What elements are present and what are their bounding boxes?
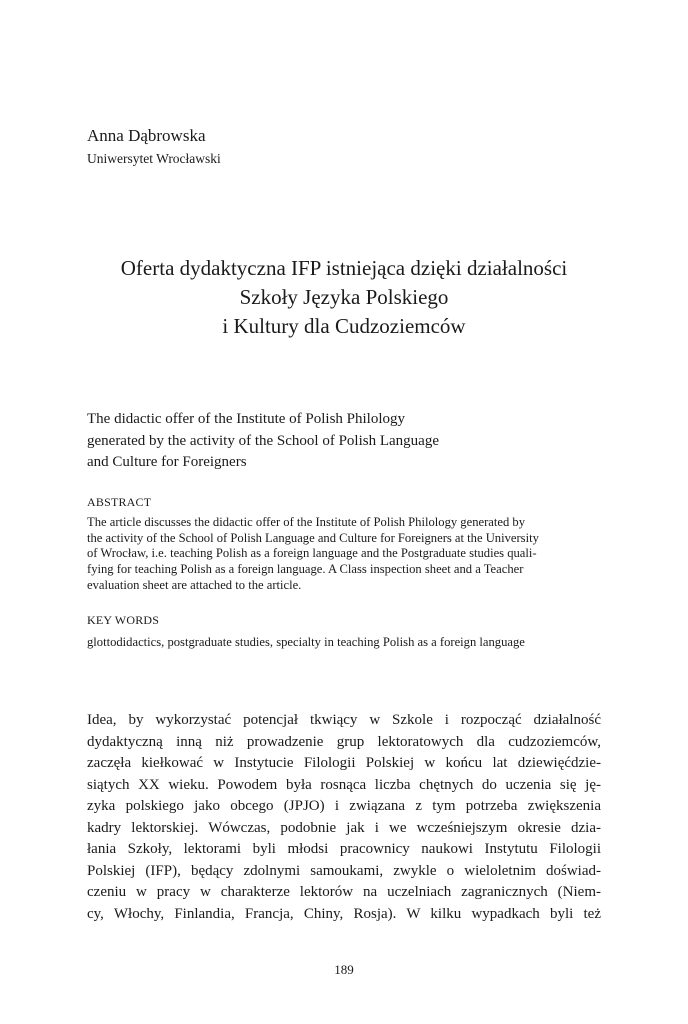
author-name: Anna Dąbrowska bbox=[87, 126, 206, 145]
keywords-text bbox=[87, 635, 525, 651]
keywords-line: glottodidactics, postgraduate studies, specialty in teaching Polish as a foreign language bbox=[87, 635, 525, 649]
abstract-line: fying for teaching Polish as a foreign language. A Class inspection sheet and a Teacher bbox=[87, 562, 524, 577]
abstract-heading: ABSTRACT bbox=[87, 495, 152, 509]
body-line: Polskiej (IFP), będący zdolnymi samoukami, zwykle o wieloletnim doświad- bbox=[87, 862, 601, 879]
article-title-polish bbox=[60, 254, 628, 341]
keywords-heading: KEY WORDS bbox=[87, 613, 160, 627]
author-affiliation: Uniwersytet Wrocławski bbox=[87, 151, 221, 166]
body-line: kadry lektorskiej. Wówczas, podobnie jak i we wcześniejszym okresie dzia- bbox=[87, 819, 601, 836]
abstract-line: the activity of the School of Polish Language and Culture for Foreigners at the University bbox=[87, 530, 539, 545]
title-pl-line: i Kultury dla Cudzoziemców bbox=[222, 314, 466, 338]
page-number: 189 bbox=[334, 962, 354, 977]
body-line: łania Szkoły, lektorami byli młodsi pracownicy naukowi Instytutu Filologii bbox=[87, 841, 601, 857]
abstract-line: evaluation sheet are attached to the article. bbox=[87, 577, 302, 592]
abstract-line: The article discusses the didactic offer of the Institute of Polish Philology generated by bbox=[87, 515, 525, 529]
body-line: Idea, by wykorzystać potencjał tkwiący w Szkole i rozpocząć działalność bbox=[87, 712, 601, 728]
title-en-line: The didactic offer of the Institute of Polish Philology bbox=[87, 411, 406, 427]
article-title-english bbox=[87, 409, 439, 474]
abstract-line: of Wrocław, i.e. teaching Polish as a foreign language and the Postgraduate studies quali- bbox=[87, 546, 537, 561]
title-pl-line: Szkoły Języka Polskiego bbox=[239, 285, 449, 309]
body-line: siątych XX wieku. Powodem była rosnąca liczba chętnych do uczenia się ję- bbox=[87, 776, 601, 793]
title-en-line: and Culture for Foreigners bbox=[87, 454, 247, 470]
abstract-text bbox=[87, 515, 601, 594]
body-line: dydaktyczną inną niż prowadzenie grup lektoratowych dla cudzoziemców, bbox=[87, 733, 601, 750]
body-line: zyka polskiego jako obcego (JPJO) i związana z tym potrzeba zwiększenia bbox=[87, 798, 601, 814]
body-line: zaczęła kiełkować w Instytucie Filologii Polskiej w końcu lat dziewięćdzie- bbox=[87, 755, 601, 771]
title-pl-line: Oferta dydaktyczna IFP istniejąca dzięki działalności bbox=[120, 256, 568, 280]
body-line: cy, Włochy, Finlandia, Francja, Chiny, Rosja). W kilku wypadkach byli też bbox=[87, 905, 601, 922]
title-en-line: generated by the activity of the School of Polish Language bbox=[87, 432, 439, 449]
body-paragraph bbox=[87, 710, 601, 925]
body-line: czeniu w pracy w charakterze lektorów na uczelniach zagranicznych (Niem- bbox=[87, 884, 601, 900]
